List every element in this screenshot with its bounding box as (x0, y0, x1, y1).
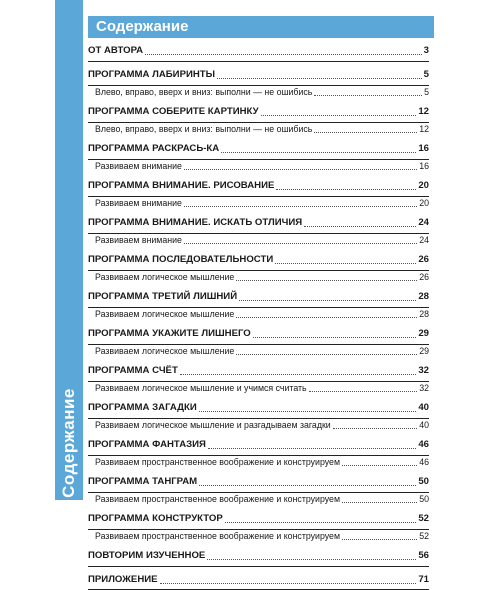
toc-subentry-title: Развиваем внимание (95, 198, 182, 208)
dot-leader (207, 559, 416, 560)
page-title: Содержание (96, 18, 189, 35)
dot-leader (236, 317, 417, 318)
dot-leader (217, 78, 422, 79)
side-label-text: Содержание (59, 387, 78, 498)
dot-leader (261, 115, 417, 116)
toc-subentry-page-number: 12 (419, 124, 429, 134)
toc-entry-page-number: 12 (418, 106, 429, 117)
toc-entry[interactable] (88, 401, 429, 415)
toc-entry-page-number: 46 (418, 439, 429, 450)
dot-leader (239, 300, 416, 301)
toc-subentry-page-number: 40 (419, 420, 429, 430)
contents-header-bar (88, 16, 434, 38)
toc-subentry[interactable] (88, 123, 429, 136)
toc-subentry-title: Развиваем пространственное воображение и конструируем (95, 531, 340, 541)
toc-entry[interactable] (88, 512, 429, 526)
toc-subentry-page-number: 32 (419, 383, 429, 393)
side-vertical-label (55, 387, 83, 498)
toc-entry-page-number: 26 (418, 254, 429, 265)
toc-entry-title: ПРОГРАММА ЛАБИРИНТЫ (88, 69, 216, 80)
toc-subentry-title: Влево, вправо, вверх и вниз: выполни — не ошибись (95, 124, 313, 134)
toc-entry-title: ПРОГРАММА ФАНТАЗИЯ (88, 439, 206, 450)
dot-leader (236, 280, 417, 281)
toc-subentry-title: Развиваем внимание (95, 235, 182, 245)
toc-subentry-title: Развиваем внимание (95, 161, 182, 171)
toc-subentry-page-number: 24 (419, 235, 429, 245)
toc-entry[interactable] (88, 549, 429, 563)
toc-entry[interactable] (88, 573, 429, 587)
toc-entry[interactable] (88, 253, 429, 267)
dot-leader (225, 522, 417, 523)
table-of-contents (88, 42, 429, 590)
toc-subentry[interactable] (88, 308, 429, 321)
dot-leader (333, 428, 417, 429)
toc-entry[interactable] (88, 475, 429, 489)
toc-subentry[interactable] (88, 419, 429, 432)
toc-subentry[interactable] (88, 530, 429, 543)
toc-subentry[interactable] (88, 86, 429, 99)
dot-leader (180, 374, 416, 375)
toc-entry-page-number: 56 (418, 550, 429, 561)
toc-subentry-page-number: 50 (419, 494, 429, 504)
toc-subentry-title: Развиваем логическое мышление и учимся считать (95, 383, 307, 393)
toc-subentry-page-number: 52 (419, 531, 429, 541)
toc-subentry[interactable] (88, 493, 429, 506)
toc-subentry-title: Развиваем пространственное воображение и конструируем (95, 494, 340, 504)
toc-entry[interactable] (88, 438, 429, 452)
toc-entry-title: ПРОГРАММА ТРЕТИЙ ЛИШНИЙ (88, 291, 238, 302)
toc-subentry[interactable] (88, 382, 429, 395)
toc-entry-title: ПРОГРАММА ВНИМАНИЕ. РИСОВАНИЕ (88, 180, 275, 191)
toc-entry-page-number: 3 (423, 45, 429, 56)
toc-subentry-page-number: 29 (419, 346, 429, 356)
toc-entry-title: ПРОГРАММА ЗАГАДКИ (88, 402, 197, 413)
toc-entry-title: ПОВТОРИМ ИЗУЧЕННОЕ (88, 550, 206, 561)
toc-subentry-title: Влево, вправо, вверх и вниз: выполни — не ошибись (95, 87, 313, 97)
dot-leader (253, 337, 417, 338)
dot-leader (221, 152, 416, 153)
toc-subentry[interactable] (88, 234, 429, 247)
toc-entry-page-number: 16 (418, 143, 429, 154)
dot-leader (314, 95, 422, 96)
toc-entry-title: ПРОГРАММА РАСКРАСЬ-КА (88, 143, 220, 154)
toc-entry-page-number: 32 (418, 365, 429, 376)
toc-entry-page-number: 24 (418, 217, 429, 228)
toc-entry-title: ПРИЛОЖЕНИЕ (88, 574, 158, 585)
toc-entry[interactable] (88, 290, 429, 304)
toc-entry-page-number: 50 (418, 476, 429, 487)
toc-subentry-page-number: 28 (419, 309, 429, 319)
toc-subentry[interactable] (88, 456, 429, 469)
toc-subentry[interactable] (88, 160, 429, 173)
dot-leader (314, 132, 417, 133)
toc-entry-page-number: 20 (418, 180, 429, 191)
toc-subentry-title: Развиваем пространственное воображение и конструируем (95, 457, 340, 467)
toc-entry-page-number: 40 (418, 402, 429, 413)
toc-entry-title: ОТ АВТОРА (88, 45, 144, 56)
dot-leader (199, 411, 417, 412)
toc-subentry-page-number: 46 (419, 457, 429, 467)
toc-entry[interactable] (88, 179, 429, 193)
toc-entry-title: ПРОГРАММА ВНИМАНИЕ. ИСКАТЬ ОТЛИЧИЯ (88, 217, 303, 228)
toc-entry[interactable] (88, 68, 429, 82)
toc-entry[interactable] (88, 105, 429, 119)
dot-leader (342, 465, 417, 466)
toc-subentry-page-number: 26 (419, 272, 429, 282)
toc-subentry-title: Развиваем логическое мышление (95, 309, 235, 319)
toc-entry-title: ПРОГРАММА ПОСЛЕДОВАТЕЛЬНОСТИ (88, 254, 274, 265)
dot-leader (342, 502, 417, 503)
toc-subentry[interactable] (88, 345, 429, 358)
dot-leader (145, 54, 422, 55)
toc-entry-page-number: 29 (418, 328, 429, 339)
toc-entry-title: ПРОГРАММА ТАНГРАМ (88, 476, 198, 487)
toc-subentry-title: Развиваем логическое мышление (95, 346, 235, 356)
toc-entry[interactable] (88, 44, 429, 58)
toc-subentry-page-number: 16 (419, 161, 429, 171)
dot-leader (184, 169, 417, 170)
toc-entry-title: ПРОГРАММА КОНСТРУКТОР (88, 513, 223, 524)
toc-entry[interactable] (88, 364, 429, 378)
toc-subentry-page-number: 20 (419, 198, 429, 208)
toc-subentry[interactable] (88, 271, 429, 284)
dot-leader (184, 206, 417, 207)
dot-leader (184, 243, 417, 244)
dot-leader (275, 263, 416, 264)
dot-leader (309, 391, 418, 392)
toc-entry-page-number: 5 (423, 69, 429, 80)
toc-subentry-title: Развиваем логическое мышление (95, 272, 235, 282)
toc-subentry-title: Развиваем логическое мышление и разгадываем загадки (95, 420, 331, 430)
toc-subentry[interactable] (88, 197, 429, 210)
toc-subentry-page-number: 5 (424, 87, 429, 97)
toc-entry-title: ПРОГРАММА СОБЕРИТЕ КАРТИНКУ (88, 106, 259, 117)
toc-entry-page-number: 52 (418, 513, 429, 524)
dot-leader (160, 583, 417, 584)
toc-entry-title: ПРОГРАММА УКАЖИТЕ ЛИШНЕГО (88, 328, 251, 339)
dot-leader (236, 354, 417, 355)
dot-leader (199, 485, 416, 486)
toc-entry-page-number: 71 (418, 574, 429, 585)
toc-entry-page-number: 28 (418, 291, 429, 302)
toc-entry[interactable] (88, 142, 429, 156)
dot-leader (342, 539, 417, 540)
toc-entry[interactable] (88, 327, 429, 341)
dot-leader (208, 448, 416, 449)
toc-entry-title: ПРОГРАММА СЧЁТ (88, 365, 178, 376)
toc-divider (88, 61, 429, 62)
dot-leader (276, 189, 416, 190)
toc-entry[interactable] (88, 216, 429, 230)
dot-leader (304, 226, 416, 227)
toc-divider (88, 566, 429, 567)
